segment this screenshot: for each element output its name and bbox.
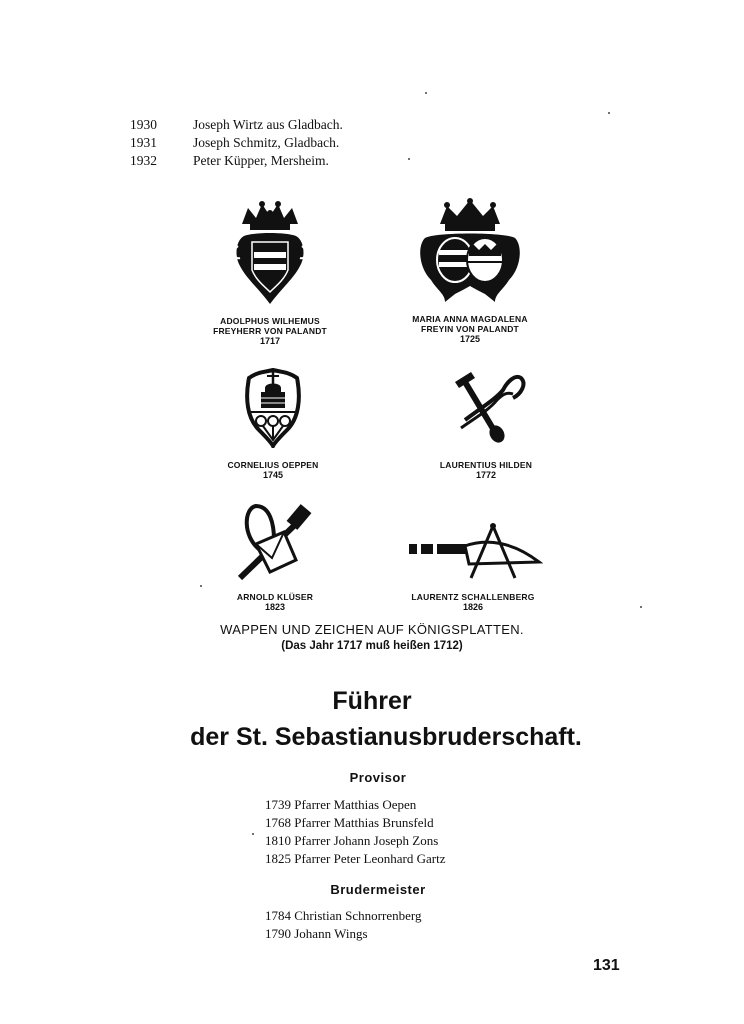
emblem-year: 1745 [262,470,284,480]
list-item [130,134,343,152]
list-text: Pfarrer Matthias Brunsfeld [294,815,434,830]
emblem-palandt-1725 [370,198,570,344]
list-item [265,796,445,814]
emblem-year: 1826 [462,602,484,612]
emblem-kluser-1823 [175,500,375,612]
list-year: 1790 [265,926,291,941]
list-year: 1930 [130,117,157,132]
list-year: 1932 [130,153,157,168]
list-item [265,814,445,832]
section-title-line1: Führer [332,687,412,715]
scan-speck [252,833,254,835]
emblem-caption: LAURENTZ SCHALLENBERG [411,592,535,602]
list-item [130,152,343,170]
compass-and-plane-icon [403,520,543,586]
brudermeister-list [265,907,421,943]
emblem-year: 1823 [264,602,286,612]
provisor-list [265,796,445,868]
list-name: Joseph Wirtz aus Gladbach. [193,117,343,132]
provisor-heading: Provisor [349,770,407,785]
list-text: Johann Wings [294,926,368,941]
emblem-year: 1772 [475,470,497,480]
emblem-hilden-1772 [386,368,586,480]
emblem-caption: FREYIN VON PALANDT [421,324,519,334]
list-year: 1784 [265,908,291,923]
list-item [265,925,421,943]
bag-and-tool-icon [230,500,320,586]
scan-speck [608,112,610,114]
top-year-list [130,116,343,170]
scan-speck [200,585,202,587]
list-item [130,116,343,134]
emblem-caption: CORNELIUS OEPPEN [227,460,319,470]
emblem-caption: ARNOLD KLÜSER [236,592,314,602]
emblem-caption: FREYHERR VON PALANDT [213,326,327,336]
list-year: 1810 [265,833,291,848]
list-text: Christian Schnorrenberg [294,908,422,923]
emblem-caption: LAURENTIUS HILDEN [439,460,533,470]
list-name: Joseph Schmitz, Gladbach. [193,135,340,150]
list-item [265,832,445,850]
coat-of-arms-crowned-icon [230,200,310,308]
list-text: Pfarrer Johann Joseph Zons [294,833,439,848]
hammer-pincers-icon [441,368,531,448]
page-number: 131 [593,957,620,974]
list-year: 1825 [265,851,291,866]
emblem-year: 1725 [459,334,481,344]
section-title-line2: der St. Sebastianusbruderschaft. [190,723,582,751]
emblem-schallenberg-1826 [373,520,573,612]
alliance-coat-of-arms-icon [415,198,525,308]
list-name: Peter Küpper, Mersheim. [193,153,329,168]
emblem-palandt-1717 [170,200,370,346]
list-year: 1739 [265,797,291,812]
list-text: Pfarrer Peter Leonhard Gartz [294,851,446,866]
emblem-caption: MARIA ANNA MAGDALENA [412,314,528,324]
scan-speck [408,158,410,160]
scan-speck [640,606,642,608]
emblem-caption: ADOLPHUS WILHEMUS [220,316,320,326]
plates-caption: WAPPEN UND ZEICHEN AUF KÖNIGSPLATTEN. [220,622,524,637]
brudermeister-heading: Brudermeister [330,882,426,897]
emblem-year: 1717 [259,336,281,346]
shield-tower-trefoils-icon [243,368,303,448]
list-year: 1768 [265,815,291,830]
list-item [265,907,421,925]
list-item [265,850,445,868]
emblem-oeppen-1745 [173,368,373,480]
list-text: Pfarrer Matthias Oepen [294,797,417,812]
scan-speck [425,92,427,94]
list-year: 1931 [130,135,157,150]
plates-note: (Das Jahr 1717 muß heißen 1712) [281,640,463,652]
